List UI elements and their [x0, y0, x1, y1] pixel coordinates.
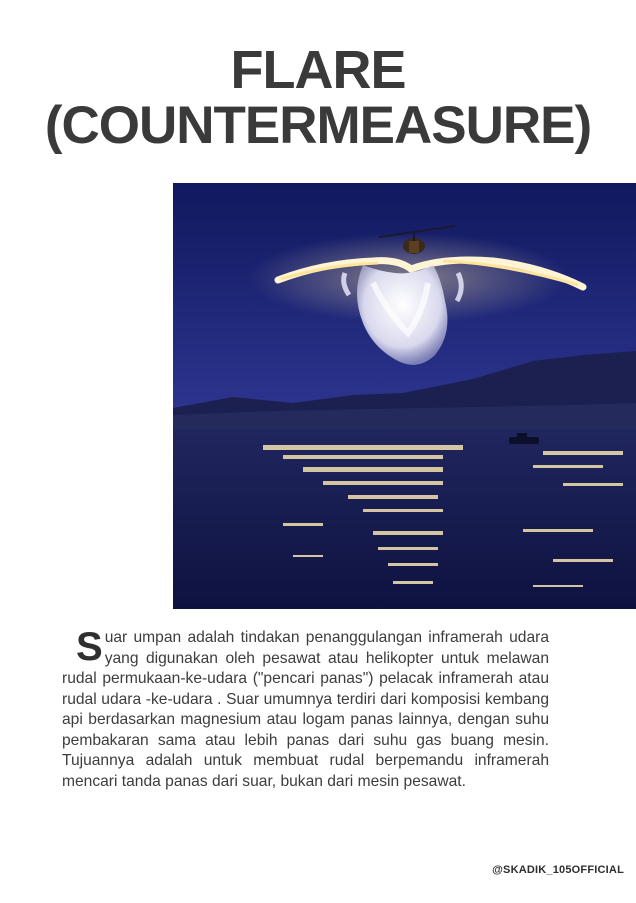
drop-cap: S — [76, 625, 103, 669]
article-text: uar umpan adalah tindakan penanggulangan inframerah udara yang digunakan oleh pesawat atau helikopter untuk melawan rudal permukaan-ke-udara ("pencari panas") pelacak inframerah atau rudal udara -ke-udara . Suar umumnya terdiri dari komposisi kembang api berdasarkan magnesium atau logam panas lainnya, dengan suhu pembakaran sama atau lebih panas dari suhu gas buang mesin. Tujuannya adalah untuk membuat rudal berpemandu inframerah mencari tanda panas dari suar, bukan dari mesin pesawat. — [62, 629, 549, 790]
helicopter-flare-photo — [173, 183, 636, 609]
page-title — [0, 42, 636, 154]
title-line-2: (COUNTERMEASURE) — [44, 96, 592, 155]
title-line-1: FLARE — [230, 40, 406, 100]
credit-handle: @SKADIK_105OFFICIAL — [492, 864, 624, 876]
article-body — [62, 625, 549, 792]
